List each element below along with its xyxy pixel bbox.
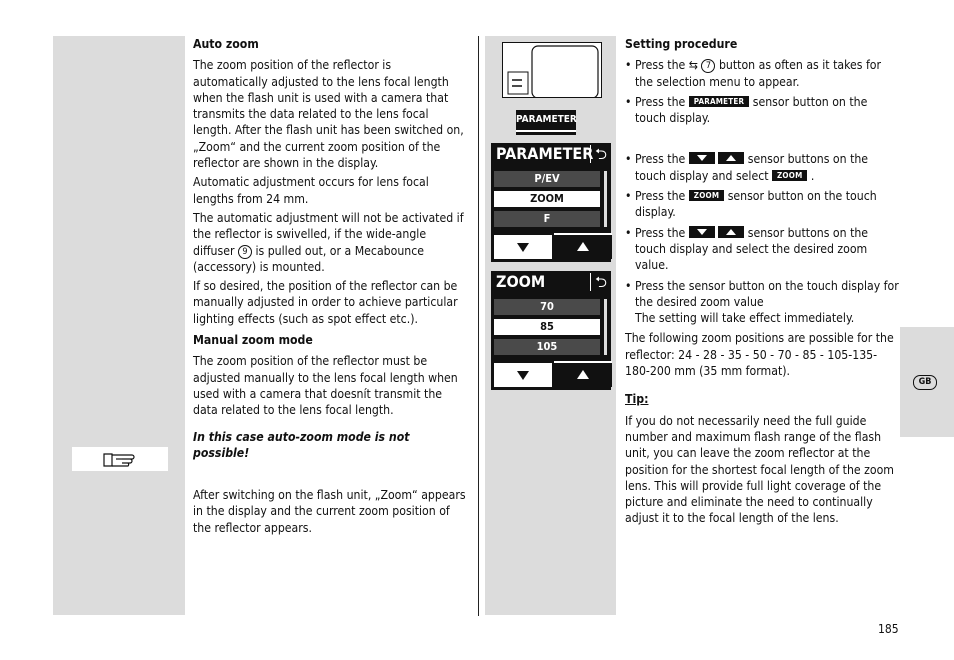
down-arrow-icon xyxy=(689,226,715,238)
zoom-menu-title: ZOOM xyxy=(496,272,546,291)
page-number: 185 xyxy=(878,622,899,636)
flash-unit-sketch xyxy=(502,42,602,98)
step-4: • Press the ZOOM sensor button on the touch display. xyxy=(625,188,900,221)
auto-zoom-paragraph-4: If so desired, the position of the reflector can be manually adjusted in order to achieve particular lighting effects (such as spot effect etc.). xyxy=(193,279,458,326)
auto-zoom-paragraph-1: The zoom position of the reflector is automatically adjusted to the lens focal length when the flash unit is used with a camera that transmits the data related to the lens focal length. After the flash unit has been switched on, „Zoom“ and the current zoom position of the reflector are shown in the display. xyxy=(193,58,464,171)
zoom-tag: ZOOM xyxy=(689,190,724,201)
zoom-item-85[interactable]: 85 xyxy=(494,319,600,335)
menu-item-f[interactable]: F xyxy=(494,211,600,227)
zoom-menu-panel xyxy=(491,271,611,390)
zoom-item-105[interactable]: 105 xyxy=(494,339,600,355)
up-arrow-icon xyxy=(554,235,612,259)
pointing-hand-icon xyxy=(72,447,168,471)
menu-scrollbar[interactable] xyxy=(604,171,607,227)
parameter-menu-panel xyxy=(491,143,611,262)
up-arrow-icon xyxy=(718,226,744,238)
auto-zoom-note: In this case auto-zoom mode is not possible! xyxy=(193,429,410,460)
step-2: • Press the PARAMETER sensor button on the touch display. xyxy=(625,94,900,127)
zoom-item-70[interactable]: 70 xyxy=(494,299,600,315)
auto-zoom-heading: Auto zoom xyxy=(193,37,259,51)
down-arrow-icon xyxy=(689,152,715,164)
zoom-positions-paragraph: The following zoom positions are possible for the reflector: 24 - 28 - 35 - 50 - 70 - 85 - 105-135-180-200 mm (35 mm format). xyxy=(625,331,894,379)
scroll-up-button[interactable] xyxy=(554,361,612,387)
side-tab-label: GB xyxy=(913,375,937,390)
note-icon-box xyxy=(72,447,168,471)
zoom-tag: ZOOM xyxy=(772,170,807,181)
switch-on-paragraph: After switching on the flash unit, „Zoom“ appears in the display and the current zoom position of the reflector appears. xyxy=(193,488,466,535)
parameter-menu-title: PARAMETER xyxy=(496,144,594,163)
menu-item-zoom[interactable]: ZOOM xyxy=(494,191,600,207)
mode-icon: ⇆ xyxy=(688,58,698,73)
auto-zoom-paragraph-3: The automatic adjustment will not be activated if the reflector is swivelled, if the wide-angle diffuser 9 is pulled out, or a Mecabounce (accessory) is mounted. xyxy=(193,210,464,274)
left-column xyxy=(193,36,468,539)
back-icon[interactable]: ⮌ xyxy=(590,273,607,291)
step-3: • Press the sensor buttons on the touch display and select ZOOM . xyxy=(625,151,900,184)
parameter-tag: PARAMETER xyxy=(689,96,749,107)
tip-heading: Tip: xyxy=(625,392,649,407)
down-arrow-icon xyxy=(494,363,552,387)
column-divider xyxy=(478,36,479,616)
menu-item-pev[interactable]: P/EV xyxy=(494,171,600,187)
left-margin-band xyxy=(53,36,185,615)
step-1: • Press the ⇆ 7 button as often as it takes for the selection menu to appear. xyxy=(625,57,900,90)
setting-procedure-heading: Setting procedure xyxy=(625,37,738,51)
auto-zoom-paragraph-2: Automatic adjustment occurs for lens focal lengths from 24 mm. xyxy=(193,175,429,206)
step-6: • Press the sensor button on the touch display for the desired zoom value The setting will take effect immediately. xyxy=(625,278,900,327)
zoom-scrollbar[interactable] xyxy=(604,299,607,355)
down-arrow-icon xyxy=(494,235,552,259)
parameter-button[interactable]: PARAMETER xyxy=(516,110,576,132)
scroll-down-button[interactable] xyxy=(494,363,552,387)
step-5: • Press the sensor buttons on the touch display and select the desired zoom value. xyxy=(625,225,900,274)
up-arrow-icon xyxy=(718,152,744,164)
tip-paragraph: If you do not necessarily need the full guide number and maximum flash range of the flash unit, you can leave the zoom reflector at the position for the shortest focal length of the zoom lens. This will provide full light coverage of the picture and eliminate the need to continually adjust it to the focal length of the lens. xyxy=(625,413,894,526)
right-column xyxy=(625,36,900,530)
scroll-up-button[interactable] xyxy=(554,233,612,259)
diffuser-number: 9 xyxy=(238,245,252,259)
back-icon[interactable]: ⮌ xyxy=(590,145,607,163)
up-arrow-icon xyxy=(554,363,612,387)
manual-zoom-paragraph: The zoom position of the reflector must be adjusted manually to the lens focal length when used with a camera that doesnít transmit the data related to the lens focal length. xyxy=(193,354,458,418)
button-number: 7 xyxy=(701,59,715,73)
manual-zoom-heading: Manual zoom mode xyxy=(193,333,313,348)
scroll-down-button[interactable] xyxy=(494,235,552,259)
